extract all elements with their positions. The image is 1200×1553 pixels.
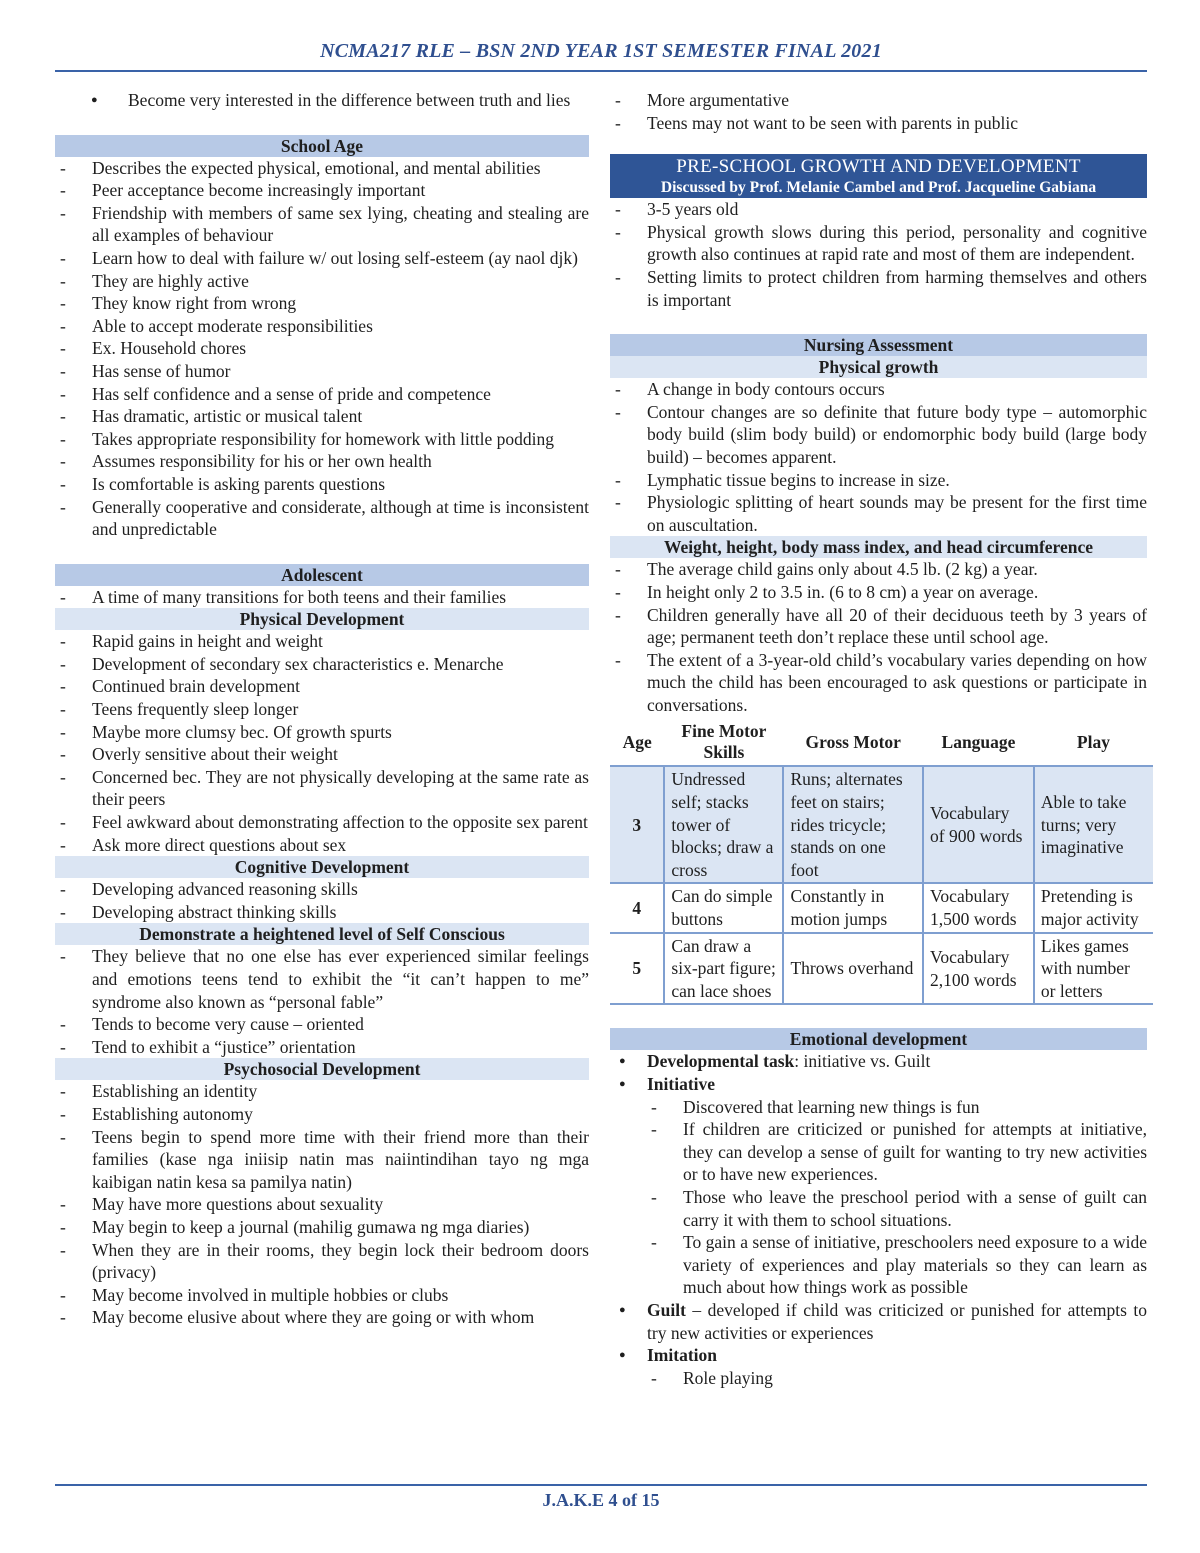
document-header: NCMA217 RLE – BSN 2ND YEAR 1ST SEMESTER FINAL 2021 xyxy=(320,40,882,62)
table-header-cell: Play xyxy=(1034,719,1153,766)
list-item: - The extent of a 3-year-old child’s vocabulary varies depending on how much the child has been encouraged to ask questions or participate in conversations. xyxy=(610,649,1147,717)
list-item: - Concerned bec. They are not physically developing at the same rate as their peers xyxy=(55,766,589,811)
list-item: - Learn how to deal with failure w/ out losing self-esteem (ay naol djk) xyxy=(55,247,589,270)
guilt-label: Guilt xyxy=(647,1299,686,1320)
list-item: ● Become very interested in the difference between truth and lies xyxy=(55,89,589,112)
list-item: - Peer acceptance become increasingly important xyxy=(55,179,589,202)
list-item: - The average child gains only about 4.5 lb. (2 kg) a year. xyxy=(610,558,1147,581)
list-item: - Is comfortable is asking parents questions xyxy=(55,473,589,496)
list-item: - Setting limits to protect children from harming themselves and others is important xyxy=(610,266,1147,311)
list-item: - Has self confidence and a sense of pride and competence xyxy=(55,383,589,406)
imitation-label: Imitation xyxy=(647,1345,717,1366)
table-header-cell: Fine Motor Skills xyxy=(664,719,783,766)
list-item: - Teens begin to spend more time with their friend more than their families (kase nga iniisip natin mas naiintindihan tayo ng mga kaibigan natin kesa sa pamilya natin) xyxy=(55,1126,589,1194)
list-item: - Establishing autonomy xyxy=(55,1103,589,1126)
left-column xyxy=(55,89,589,1329)
list-item: - Has dramatic, artistic or musical talent xyxy=(55,405,589,428)
subheading-physical-development: Physical Development xyxy=(55,608,589,630)
list-item: - Contour changes are so definite that future body type – automorphic body build (slim body build) or endomorphic body build (large body build) – becomes apparent. xyxy=(610,401,1147,469)
list-item: - They are highly active xyxy=(55,270,589,293)
list-item: - Friendship with members of same sex lying, cheating and stealing are all examples of behaviour xyxy=(55,202,589,247)
table-cell: Vocabulary 1,500 words xyxy=(923,883,1034,932)
weight-height-list xyxy=(610,558,1147,716)
list-item: - Ex. Household chores xyxy=(55,337,589,360)
header-divider xyxy=(55,70,1147,72)
list-item: - Role playing xyxy=(610,1367,1147,1390)
continued-list xyxy=(610,89,1147,134)
list-item: - Generally cooperative and considerate, although at time is inconsistent and unpredictable xyxy=(55,496,589,541)
subheading-psychosocial-development: Psychosocial Development xyxy=(55,1058,589,1080)
table-header-row xyxy=(610,719,1153,766)
list-item: - Teens may not want to be seen with parents in public xyxy=(610,112,1147,135)
section-heading-nursing-assessment: Nursing Assessment xyxy=(610,334,1147,356)
table-cell: Constantly in motion jumps xyxy=(783,883,923,932)
list-item xyxy=(610,1299,1147,1344)
list-item: - Establishing an identity xyxy=(55,1080,589,1103)
list-item: - May have more questions about sexuality xyxy=(55,1193,589,1216)
list-item: - To gain a sense of initiative, preschoolers need exposure to a wide variety of experiences and play materials so they can learn as much about how things work as possible xyxy=(610,1231,1147,1299)
list-item: - Takes appropriate responsibility for homework with little podding xyxy=(55,428,589,451)
age-cell: 3 xyxy=(610,766,664,883)
table-header-cell: Language xyxy=(923,719,1034,766)
list-item: - Physiologic splitting of heart sounds may be present for the first time on auscultation. xyxy=(610,491,1147,536)
section-title: PRE-SCHOOL GROWTH AND DEVELOPMENT xyxy=(676,156,1081,178)
table-row xyxy=(610,933,1153,1005)
table-row xyxy=(610,766,1153,883)
psychosocial-development-list xyxy=(55,1080,589,1329)
table-header-cell: Age xyxy=(610,719,664,766)
subheading-self-conscious: Demonstrate a heightened level of Self Conscious xyxy=(55,923,589,945)
table-row xyxy=(610,883,1153,932)
list-item: - May begin to keep a journal (mahilig gumawa ng mga diaries) xyxy=(55,1216,589,1239)
list-item: - Teens frequently sleep longer xyxy=(55,698,589,721)
table-cell: Runs; alternates feet on stairs; rides tricycle; stands on one foot xyxy=(783,766,923,883)
list-item: - Describes the expected physical, emotional, and mental abilities xyxy=(55,157,589,180)
preschool-list xyxy=(610,198,1147,311)
school-age-list xyxy=(55,157,589,541)
imitation-list xyxy=(610,1367,1147,1390)
task-label: Developmental task xyxy=(647,1051,795,1072)
list-item xyxy=(610,1344,1147,1389)
section-heading-school-age: School Age xyxy=(55,135,589,157)
list-item: - Lymphatic tissue begins to increase in size. xyxy=(610,469,1147,492)
subheading-cognitive-development: Cognitive Development xyxy=(55,856,589,878)
list-item: - Developing abstract thinking skills xyxy=(55,901,589,924)
list-item: - A time of many transitions for both teens and their families xyxy=(55,586,589,609)
self-conscious-list xyxy=(55,945,589,1058)
list-item: - May become involved in multiple hobbies or clubs xyxy=(55,1284,589,1307)
subheading-physical-growth: Physical growth xyxy=(610,356,1147,378)
list-item: - Rapid gains in height and weight xyxy=(55,630,589,653)
list-item: - Able to accept moderate responsibilities xyxy=(55,315,589,338)
physical-development-list xyxy=(55,630,589,856)
section-heading-emotional-development: Emotional development xyxy=(610,1028,1147,1050)
intro-bullet-list xyxy=(55,89,589,112)
section-subtitle: Discussed by Prof. Melanie Cambel and Prof. Jacqueline Gabiana xyxy=(660,179,1097,197)
table-cell: Can do simple buttons xyxy=(664,883,783,932)
table-cell: Vocabulary 2,100 words xyxy=(923,933,1034,1005)
list-item: - More argumentative xyxy=(610,89,1147,112)
list-item: - 3-5 years old xyxy=(610,198,1147,221)
list-item xyxy=(610,1050,1147,1073)
page-footer: J.A.K.E 4 of 15 xyxy=(542,1490,660,1510)
list-item: - Discovered that learning new things is fun xyxy=(610,1096,1147,1119)
list-item: - Physical growth slows during this period, personality and cognitive growth also continues at rapid rate and most of them are independent. xyxy=(610,221,1147,266)
list-item: - Ask more direct questions about sex xyxy=(55,834,589,857)
adolescent-list xyxy=(55,586,589,609)
list-item: - May become elusive about where they are going or with whom xyxy=(55,1306,589,1329)
table-cell: Throws overhand xyxy=(783,933,923,1005)
list-item: - In height only 2 to 3.5 in. (6 to 8 cm) a year on average. xyxy=(610,581,1147,604)
list-item: - Tends to become very cause – oriented xyxy=(55,1013,589,1036)
physical-growth-list xyxy=(610,378,1147,536)
table-cell: Pretending is major activity xyxy=(1034,883,1153,932)
list-item: - Developing advanced reasoning skills xyxy=(55,878,589,901)
table-header-cell: Gross Motor xyxy=(783,719,923,766)
age-cell: 4 xyxy=(610,883,664,932)
subheading-weight-height: Weight, height, body mass index, and head circumference xyxy=(610,536,1147,558)
footer-divider xyxy=(55,1484,1147,1486)
development-table xyxy=(610,719,1153,1005)
preschool-title-box xyxy=(610,154,1147,198)
list-item: - A change in body contours occurs xyxy=(610,378,1147,401)
list-item: - Development of secondary sex characteristics e. Menarche xyxy=(55,653,589,676)
list-item: - They believe that no one else has ever experienced similar feelings and emotions teens tend to exhibit the “it can’t happen to me” syndrome also known as “personal fable” xyxy=(55,945,589,1013)
list-item: - Assumes responsibility for his or her own health xyxy=(55,450,589,473)
list-item: - Continued brain development xyxy=(55,675,589,698)
age-cell: 5 xyxy=(610,933,664,1005)
list-item: - When they are in their rooms, they begin lock their bedroom doors (privacy) xyxy=(55,1239,589,1284)
list-item: - Maybe more clumsy bec. Of growth spurts xyxy=(55,721,589,744)
initiative-list xyxy=(610,1096,1147,1299)
guilt-text: – developed if child was criticized or punished for attempts to try new activities or experiences xyxy=(647,1299,1147,1343)
right-column xyxy=(610,89,1147,1389)
section-heading-adolescent: Adolescent xyxy=(55,564,589,586)
list-item xyxy=(610,1073,1147,1299)
list-item: - If children are criticized or punished for attempts at initiative, they can develop a sense of guilt for wanting to try new activities or to have new experiences. xyxy=(610,1118,1147,1186)
table-cell: Undressed self; stacks tower of blocks; draw a cross xyxy=(664,766,783,883)
list-item: - Those who leave the preschool period with a sense of guilt can carry it with them to school situations. xyxy=(610,1186,1147,1231)
table-cell: Able to take turns; very imaginative xyxy=(1034,766,1153,883)
table-body xyxy=(610,766,1153,1004)
list-item: - Tend to exhibit a “justice” orientation xyxy=(55,1036,589,1059)
table-cell: Likes games with number or letters xyxy=(1034,933,1153,1005)
list-item: - Feel awkward about demonstrating affection to the opposite sex parent xyxy=(55,811,589,834)
initiative-label: Initiative xyxy=(647,1074,716,1094)
emotional-list xyxy=(610,1050,1147,1389)
cognitive-development-list xyxy=(55,878,589,923)
table-cell: Vocabulary of 900 words xyxy=(923,766,1034,883)
list-item: - Children generally have all 20 of their deciduous teeth by 3 years of age; permanent teeth don’t replace these until school age. xyxy=(610,604,1147,649)
list-item: - Has sense of humor xyxy=(55,360,589,383)
list-item: - Overly sensitive about their weight xyxy=(55,743,589,766)
table-cell: Can draw a six-part figure; can lace shoes xyxy=(664,933,783,1005)
list-item: - They know right from wrong xyxy=(55,292,589,315)
task-text: : initiative vs. Guilt xyxy=(794,1051,931,1072)
